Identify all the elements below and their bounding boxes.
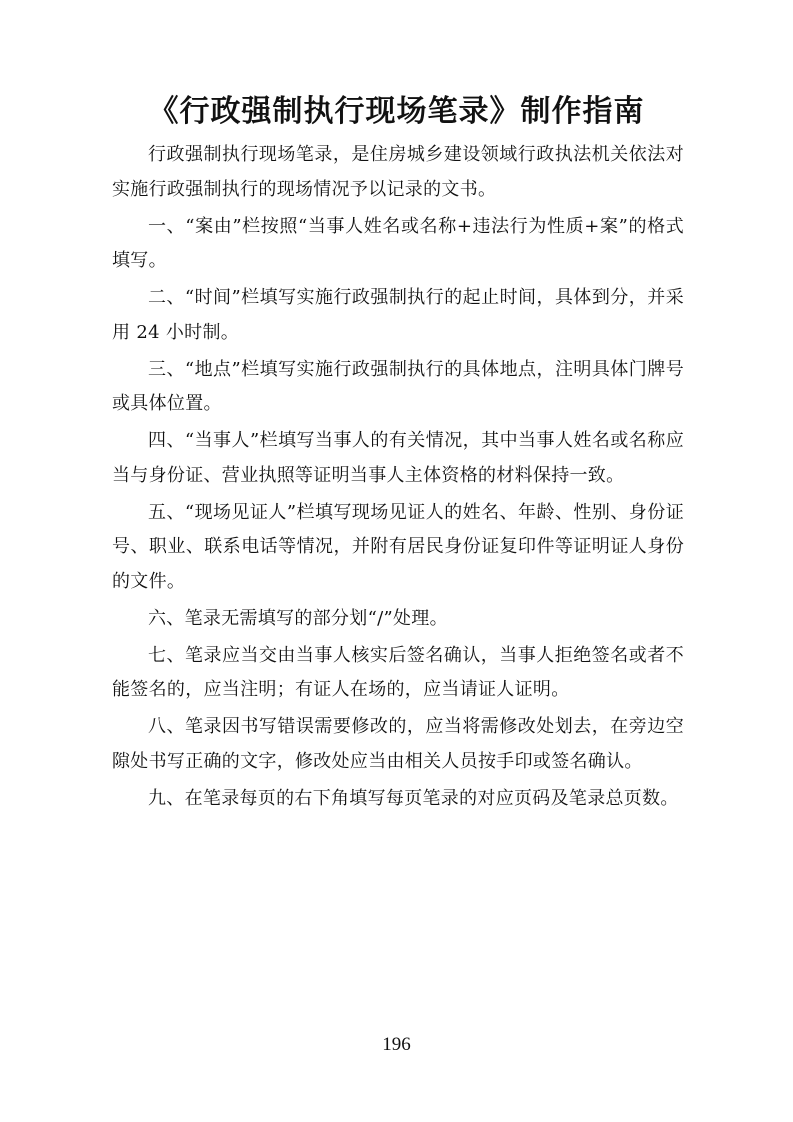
item-paragraph-7: 七、笔录应当交由当事人核实后签名确认，当事人拒绝签名或者不能签名的，应当注明；有证人在场的，应当请证人证明。 [112, 644, 684, 700]
document-body [112, 138, 684, 819]
item-paragraph-1: 一、“案由”栏按照“当事人姓名或名称+违法行为性质+案”的格式填写。 [112, 215, 684, 271]
intro-paragraph: 行政强制执行现场笔录，是住房城乡建设领域行政执法机关依法对实施行政强制执行的现场情况予以记录的文书。 [112, 144, 684, 200]
item-paragraph-3: 三、“地点”栏填写实施行政强制执行的具体地点，注明具体门牌号或具体位置。 [112, 358, 684, 414]
item-paragraph-9: 九、在笔录每页的右下角填写每页笔录的对应页码及笔录总页数。 [148, 787, 679, 809]
item-paragraph-2: 二、“时间”栏填写实施行政强制执行的起止时间，具体到分，并采用 24 小时制。 [112, 287, 684, 343]
item-paragraph-6: 六、笔录无需填写的部分划“/”处理。 [148, 607, 448, 629]
page-number: 196 [382, 1034, 411, 1055]
item-paragraph-5: 五、“现场见证人”栏填写现场见证人的姓名、年龄、性别、身份证号、职业、联系电话等情况，并附有居民身份证复印件等证明证人身份的文件。 [112, 501, 684, 592]
document-title: 《行政强制执行现场笔录》制作指南 [148, 94, 645, 129]
item-paragraph-8: 八、笔录因书写错误需要修改的，应当将需修改处划去，在旁边空隙处书写正确的文字，修改处应当由相关人员按手印或签名确认。 [112, 716, 684, 772]
item-paragraph-4: 四、“当事人”栏填写当事人的有关情况，其中当事人姓名或名称应当与身份证、营业执照等证明当事人主体资格的材料保持一致。 [112, 430, 684, 486]
